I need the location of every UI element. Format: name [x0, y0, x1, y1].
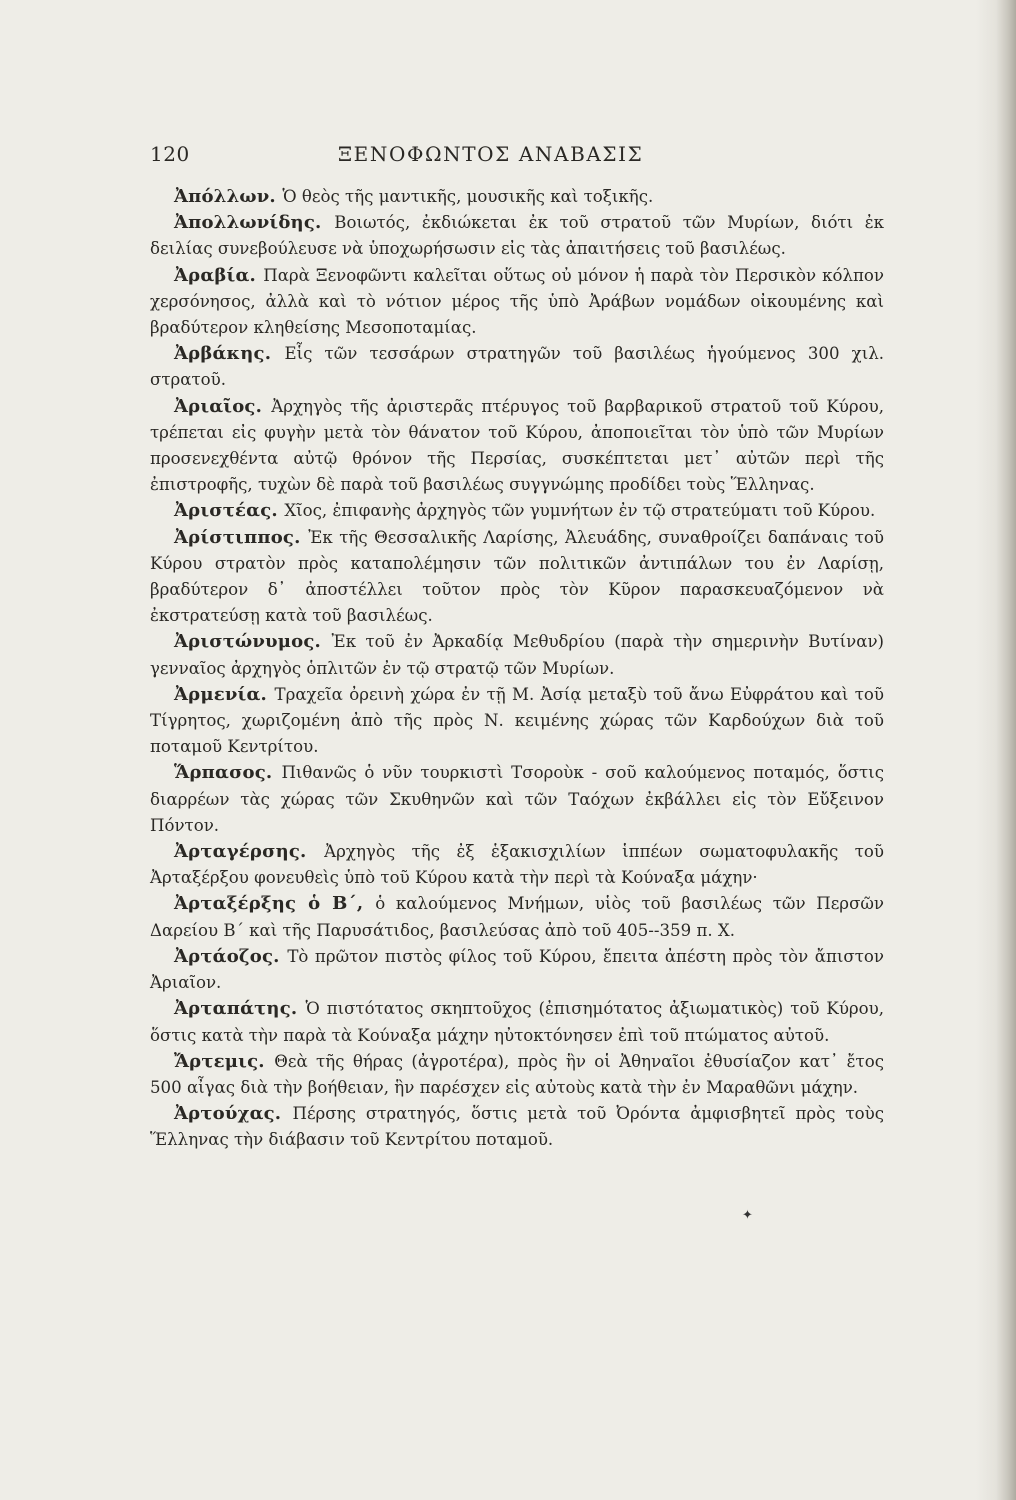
glossary-entries	[150, 184, 884, 1154]
glossary-entry	[150, 1101, 884, 1153]
glossary-entry	[150, 629, 884, 681]
entry-text: Χῖος, ἐπιφανὴς ἀρχηγὸς τῶν γυμνήτων ἐν τῷ στρατεύματι τοῦ Κύρου.	[284, 501, 876, 521]
entry-headword: Ἅρπασος .	[174, 762, 281, 783]
glossary-entry	[150, 839, 884, 891]
entry-headword: Ἀρίστιππος .	[174, 527, 308, 548]
entry-text: Τὸ πρῶτον πιστὸς φίλος τοῦ Κύρου, ἔπειτα ἀπέστη πρὸς τὸν ἄπιστον Ἀριαῖον.	[150, 946, 884, 993]
entry-headword: Ἄρτεμις .	[174, 1051, 274, 1072]
entry-headword: Ἀριαῖος .	[174, 396, 271, 417]
glossary-entry	[150, 682, 884, 761]
entry-text: ὁ καλούμενος Μνήμων, υἱὸς τοῦ βασιλέως τῶν Περσῶν Δαρείου Β΄ καὶ τῆς Παρυσάτιδος, βασιλεύσας ἀπὸ τοῦ 405--359 π. Χ.	[150, 894, 885, 940]
page-number: 120	[150, 142, 190, 166]
entry-headword: Ἀραβία .	[174, 265, 263, 286]
entry-text: Ὁ θεὸς τῆς μαντικῆς, μουσικῆς καὶ τοξικῆς.	[282, 187, 654, 206]
glossary-entry	[150, 1049, 884, 1101]
entry-text: Ἀρχηγὸς τῆς ἐξ ἑξακισχιλίων ἱππέων σωματοφυλακῆς τοῦ Ἀρταξέρξου φονευθεὶς ὑπὸ τοῦ Κύρου κατὰ τὴν περὶ τὰ Κούναξα μάχην·	[150, 842, 885, 888]
entry-headword: Ἀρβάκης .	[174, 343, 285, 364]
glossary-entry	[150, 891, 884, 943]
entry-text: Εἷς τῶν τεσσάρων στρατηγῶν τοῦ βασιλέως ἡγούμενος 300 χιλ. στρατοῦ.	[150, 344, 885, 390]
entry-text: Θεὰ τῆς θήρας (ἀγροτέρα), πρὸς ἣν οἱ Ἀθηναῖοι ἐθυσίαζον κατ᾽ ἔτος 500 αἶγας διὰ τὴν βοήθειαν, ἣν παρέσχεν εἰς αὐτοὺς κατὰ τὴν ἐν Μαραθῶνι μάχην.	[150, 1051, 884, 1097]
glossary-entry	[150, 760, 884, 839]
entry-headword: Ἀρμενία .	[174, 684, 275, 705]
page-header	[150, 140, 870, 174]
glossary-entry	[150, 498, 884, 524]
entry-text: Ἀρχηγὸς τῆς ἀριστερᾶς πτέρυγος τοῦ βαρβαρικοῦ στρατοῦ τοῦ Κύρου, τρέπεται εἰς φυγὴν μετὰ τὸν θάνατον τοῦ Κύρου, ἀποποιεῖται τὸν ὑπὸ τῶν Μυρίων προσενεχθέντα αὐτῷ θρόνον τῆς Περσίας, συσκέπτεται μετ᾽ αὐτῶν περὶ τῆς ἐπιστροφῆς, τυχὼν δὲ παρὰ τοῦ βασιλέως συγγνώμης προδίδει τοὺς Ἕλληνας.	[150, 396, 884, 495]
glossary-entry	[150, 184, 884, 210]
entry-headword: Ἀρταγέρσης .	[174, 841, 324, 862]
glossary-entry	[150, 341, 884, 393]
entry-headword: Ἀριστώνυμος .	[174, 631, 332, 652]
entry-headword: Ἀρτούχας .	[174, 1103, 292, 1124]
glossary-entry	[150, 210, 884, 262]
entry-text: Πέρσης στρατηγός, ὅστις μετὰ τοῦ Ὀρόντα ἀμφισβητεῖ πρὸς τοὺς Ἕλληνας τὴν διάβασιν τοῦ Κεντρίτου ποταμοῦ.	[150, 1104, 884, 1150]
glossary-entry	[150, 996, 884, 1048]
entry-text: Ἐκ τοῦ ἐν Ἀρκαδίᾳ Μεθυδρίου (παρὰ τὴν σημερινὴν Βυτίναν) γενναῖος ἀρχηγὸς ὁπλιτῶν ἐν τῷ στρατῷ τῶν Μυρίων.	[150, 632, 884, 678]
entry-headword: Ἀπόλλων .	[174, 186, 282, 207]
entry-text: Ὁ πιστότατος σκηπτοῦχος (ἐπισημότατος ἀξιωματικὸς) τοῦ Κύρου, ὅστις κατὰ τὴν παρὰ τὰ Κούναξα μάχην ηὐτοκτόνησεν ἐπὶ τοῦ πτώματος αὐτοῦ.	[150, 999, 885, 1045]
printer-mark-icon: ✦	[742, 1208, 753, 1223]
entry-headword: Ἀρτάοζος .	[174, 946, 287, 967]
glossary-entry	[150, 394, 884, 499]
entry-text: Τραχεῖα ὀρεινὴ χώρα ἐν τῇ Μ. Ἀσίᾳ μεταξὺ τοῦ ἄνω Εὐφράτου καὶ τοῦ Τίγρητος, χωριζομένη ἀπὸ τῆς πρὸς Ν. κειμένης χώρας τῶν Καρδούχων διὰ τοῦ ποταμοῦ Κεντρίτου.	[150, 684, 884, 757]
glossary-entry	[150, 263, 884, 342]
page-edge-shadow	[976, 0, 1016, 1500]
entry-headword: Ἀπολλωνίδης .	[174, 212, 334, 233]
entry-headword: Ἀριστέας .	[174, 500, 284, 521]
entry-headword: Ἀρταπάτης .	[174, 998, 306, 1019]
entry-text: Πιθανῶς ὁ νῦν τουρκιστὶ Τσοροὺκ - σοῦ καλούμενος ποταμός, ὅστις διαρρέων τὰς χώρας τῶν Σκυθηνῶν καὶ τῶν Ταόχων ἐκβάλλει εἰς τὸν Εὔξεινον Πόντον.	[150, 763, 884, 835]
entry-text: Ἐκ τῆς Θεσσαλικῆς Λαρίσης, Ἀλευάδης, συναθροίζει δαπάναις τοῦ Κύρου στρατὸν πρὸς καταπολέμησιν τῶν πολιτικῶν ἀντιπάλων του ἐν Λαρίσῃ, βραδύτερον δ᾽ ἀποστέλλει τοῦτον πρὸς τὸν Κῦρον παρασκευαζόμενον νὰ ἐκστρατεύσῃ κατὰ τοῦ βασιλέως.	[150, 527, 885, 626]
glossary-entry	[150, 525, 884, 630]
entry-text: Βοιωτός, ἐκδιώκεται ἐκ τοῦ στρατοῦ τῶν Μυρίων, διότι ἐκ δειλίας συνεβούλευσε νὰ ὑποχωρήσωσιν εἰς τὰς ἀπαιτήσεις τοῦ βασιλέως.	[150, 213, 885, 259]
entry-headword: Ἀρταξέρξης ὁ Β΄ ,	[174, 893, 375, 914]
glossary-entry	[150, 944, 884, 996]
entry-text: Παρὰ Ξενοφῶντι καλεῖται οὕτως οὐ μόνον ἡ παρὰ τὸν Περσικὸν κόλπον χερσόνησος, ἀλλὰ καὶ τὸ νότιον μέρος τῆς ὑπὸ Ἀράβων νομάδων οἰκουμένης καὶ βραδύτερον κληθείσης Μεσοποταμίας.	[150, 265, 884, 338]
running-title: ΞΕΝΟΦΩΝΤΟΣ ΑΝΑΒΑΣΙΣ	[338, 142, 644, 166]
